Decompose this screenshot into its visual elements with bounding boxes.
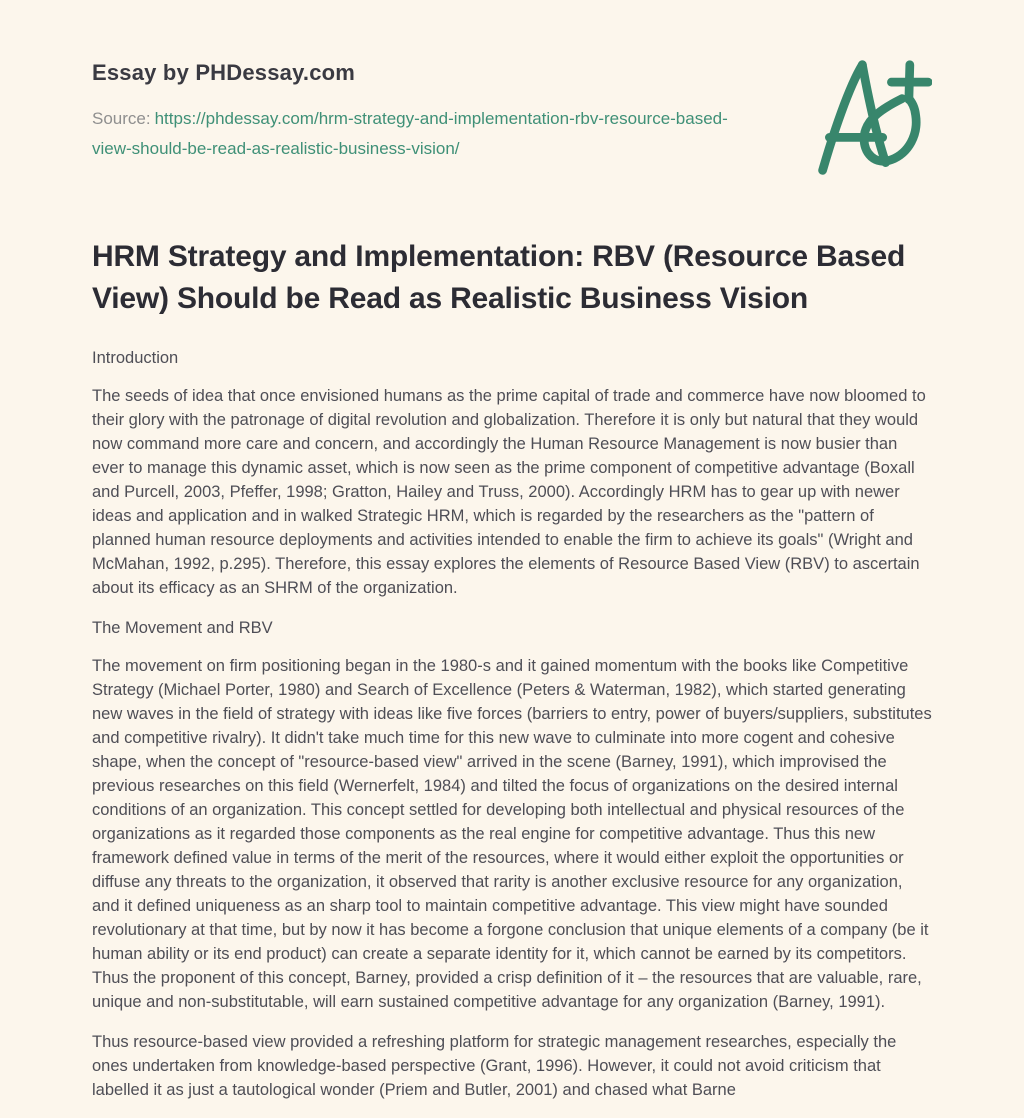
source-link[interactable]: https://phdessay.com/hrm-strategy-and-implementation-rbv-resource-based-view-should-be-read-as-realistic-business-vision/	[92, 109, 728, 158]
header-text-block	[92, 60, 757, 164]
section-heading-movement-and-rbv: The Movement and RBV	[92, 619, 273, 637]
section-heading-introduction: Introduction	[92, 349, 179, 367]
phdessay-a-plus-logo-icon	[814, 56, 932, 182]
source-line	[92, 104, 757, 164]
paragraph-introduction: The seeds of idea that once envisioned humans as the prime capital of trade and commerce have now bloomed to their glory with the patronage of digital revolution and globalization. Therefore it is only but natural that they would now command more care and concern, and accordingly the Human Resource Management is now busier than ever to manage this dynamic asset, which is now seen as the prime component of competitive advantage (Boxall and Purcell, 2003, Pfeffer, 1998; Gratton, Hailey and Truss, 2000). Accordingly HRM has to gear up with newer ideas and application and in walked Strategic HRM, which is regarded by the researchers as the "pattern of planned human resource deployments and activities intended to enable the firm to achieve its goals" (Wright and McMahan, 1992, p.295). Therefore, this essay explores the elements of Resource Based View (RBV) to ascertain about its efficacy as an SHRM of the organization.	[92, 387, 926, 597]
content-container	[92, 0, 932, 1102]
paragraph-movement-1: The movement on firm positioning began in the 1980-s and it gained momentum with the books like Competitive Strategy (Michael Porter, 1980) and Search of Excellence (Peters & Waterman, 1982), which started generating new waves in the field of strategy with ideas like five forces (barriers to entry, power of buyers/suppliers, substitutes and competitive rivalry). It didn't take much time for this new wave to culminate into more cogent and cohesive shape, when the concept of "resource-based view" arrived in the scene (Barney, 1991), which improvised the previous researches on this field (Wernerfelt, 1984) and tilted the focus of organizations on the desired internal conditions of an organization. This concept settled for developing both intellectual and physical resources of the organizations as it regarded those components as the real engine for competitive advantage. Thus this new framework defined value in terms of the merit of the resources, where it would either exploit the opportunities or diffuse any threats to the organization, it observed that rarity is another exclusive resource for any organization, and it defined uniqueness as an sharp tool to maintain competitive advantage. This view might have sounded revolutionary at that time, but by now it has become a forgone conclusion that unique elements of a company (be it human ability or its end product) can create a separate identity for it, which cannot be earned by its competitors. Thus the proponent of this concept, Barney, provided a crisp definition of it – the resources that are valuable, rare, unique and non-substitutable, will earn sustained competitive advantage for any organization (Barney, 1991).	[92, 657, 932, 1011]
essay-title: HRM Strategy and Implementation: RBV (Resource Based View) Should be Read as Realistic Business Vision	[92, 240, 906, 315]
byline: Essay by PHDessay.com	[92, 60, 356, 85]
document-header	[92, 60, 932, 182]
paragraph-movement-2: Thus resource-based view provided a refreshing platform for strategic management researches, especially the ones undertaken from knowledge-based perspective (Grant, 1996). However, it could not avoid criticism that labelled it as just a tautological wonder (Priem and Butler, 2001) and chased what Barne	[92, 1033, 897, 1099]
source-label: Source:	[92, 109, 151, 128]
